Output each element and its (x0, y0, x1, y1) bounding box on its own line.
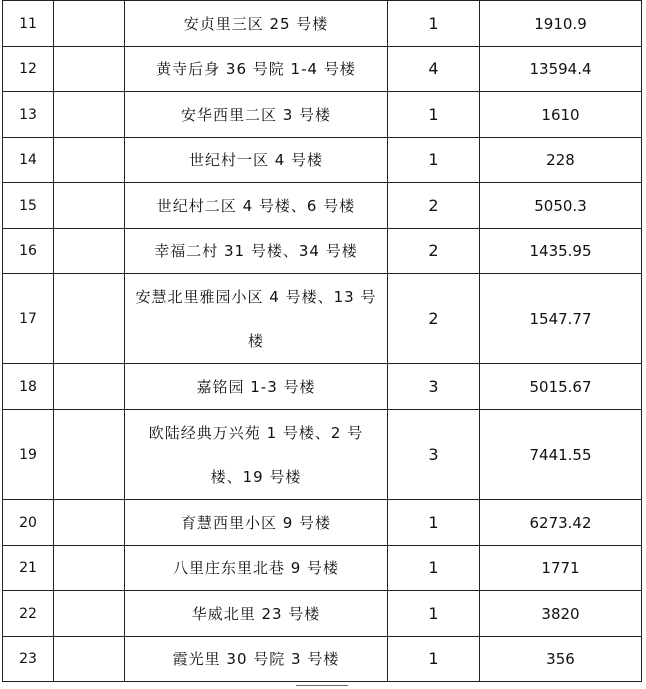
table-row (3, 183, 642, 229)
building-name: 安贞里三区 25 号楼 (125, 1, 388, 47)
building-name: 八里庄东里北巷 9 号楼 (125, 546, 388, 591)
building-name-text: 安慧北里雅园小区 4 号楼、13 号楼 (135, 287, 377, 350)
blank-cell (54, 500, 125, 546)
building-name (125, 274, 388, 364)
table-row (3, 47, 642, 92)
blank-cell (54, 229, 125, 274)
row-number: 23 (3, 637, 54, 682)
table-row (3, 138, 642, 183)
row-number: 11 (3, 1, 54, 47)
building-count: 1 (388, 637, 480, 682)
building-count: 2 (388, 274, 480, 364)
table-row (3, 92, 642, 138)
building-count: 1 (388, 546, 480, 591)
blank-cell (54, 274, 125, 364)
building-area: 1547.77 (480, 274, 642, 364)
building-area: 13594.4 (480, 47, 642, 92)
building-area: 5050.3 (480, 183, 642, 229)
building-area: 3820 (480, 591, 642, 637)
table-row (3, 229, 642, 274)
building-name: 嘉铭园 1-3 号楼 (125, 364, 388, 410)
building-area: 5015.67 (480, 364, 642, 410)
page-divider (296, 685, 348, 688)
building-area: 6273.42 (480, 500, 642, 546)
building-name (125, 410, 388, 500)
building-name: 世纪村二区 4 号楼、6 号楼 (125, 183, 388, 229)
row-number: 20 (3, 500, 54, 546)
building-area: 228 (480, 138, 642, 183)
row-number: 16 (3, 229, 54, 274)
table-row (3, 546, 642, 591)
building-name: 霞光里 30 号院 3 号楼 (125, 637, 388, 682)
blank-cell (54, 183, 125, 229)
blank-cell (54, 47, 125, 92)
table-row (3, 500, 642, 546)
row-number: 17 (3, 274, 54, 364)
building-area: 1910.9 (480, 1, 642, 47)
table-row (3, 410, 642, 500)
building-name: 华威北里 23 号楼 (125, 591, 388, 637)
building-count: 3 (388, 410, 480, 500)
building-name: 幸福二村 31 号楼、34 号楼 (125, 229, 388, 274)
building-area: 356 (480, 637, 642, 682)
row-number: 14 (3, 138, 54, 183)
building-count: 2 (388, 183, 480, 229)
building-area: 1610 (480, 92, 642, 138)
building-area: 1771 (480, 546, 642, 591)
blank-cell (54, 637, 125, 682)
building-count: 1 (388, 1, 480, 47)
building-count: 1 (388, 92, 480, 138)
row-number: 22 (3, 591, 54, 637)
table-row (3, 274, 642, 364)
building-count: 3 (388, 364, 480, 410)
table-row (3, 1, 642, 47)
building-name: 黄寺后身 36 号院 1-4 号楼 (125, 47, 388, 92)
row-number: 12 (3, 47, 54, 92)
table-row (3, 637, 642, 682)
building-count: 1 (388, 591, 480, 637)
row-number: 15 (3, 183, 54, 229)
blank-cell (54, 92, 125, 138)
building-count: 1 (388, 500, 480, 546)
building-count: 2 (388, 229, 480, 274)
row-number: 19 (3, 410, 54, 500)
blank-cell (54, 364, 125, 410)
blank-cell (54, 1, 125, 47)
buildings-table (2, 0, 642, 682)
building-count: 1 (388, 138, 480, 183)
building-name: 育慧西里小区 9 号楼 (125, 500, 388, 546)
building-area: 1435.95 (480, 229, 642, 274)
blank-cell (54, 546, 125, 591)
building-count: 4 (388, 47, 480, 92)
blank-cell (54, 138, 125, 183)
row-number: 13 (3, 92, 54, 138)
building-area: 7441.55 (480, 410, 642, 500)
table-row (3, 364, 642, 410)
building-name-text: 欧陆经典万兴苑 1 号楼、2 号楼、19 号楼 (148, 423, 364, 486)
blank-cell (54, 410, 125, 500)
blank-cell (54, 591, 125, 637)
row-number: 21 (3, 546, 54, 591)
building-name: 世纪村一区 4 号楼 (125, 138, 388, 183)
building-name: 安华西里二区 3 号楼 (125, 92, 388, 138)
table-row (3, 591, 642, 637)
row-number: 18 (3, 364, 54, 410)
